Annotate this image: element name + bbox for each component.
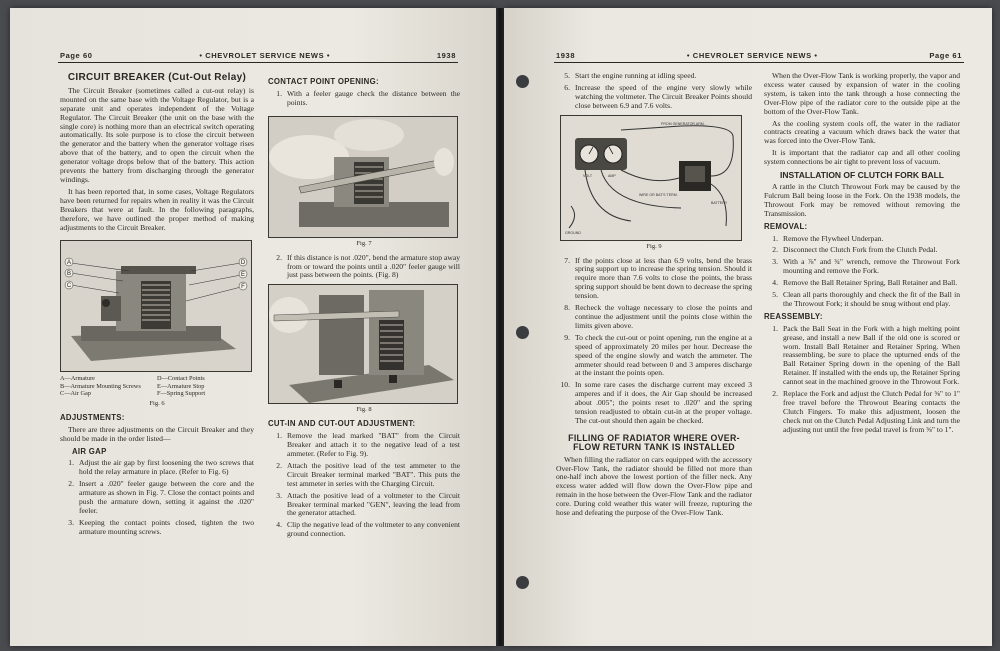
cut-in-title: CUT-IN AND CUT-OUT ADJUSTMENT: — [268, 419, 416, 429]
right-header-title-text: CHEVROLET SERVICE NEWS — [692, 50, 812, 60]
list-item — [268, 432, 460, 459]
binder-hole — [516, 576, 529, 589]
step-text: Keeping the contact points closed, tighten the two armature mounting screws. — [79, 517, 254, 536]
meter-wiring-illustration — [561, 116, 741, 240]
adjustments-title: ADJUSTMENTS: — [60, 412, 125, 422]
step-number: 5. — [564, 71, 570, 80]
fig9-label-ground: GROUND — [565, 230, 581, 235]
left-page — [10, 8, 496, 646]
step-number: 5. — [772, 290, 778, 300]
legend-item: E—Armature Stop — [157, 382, 205, 390]
clutch-fork-title: INSTALLATION OF CLUTCH FORK BALL — [780, 170, 944, 181]
callout-f: F — [241, 284, 245, 291]
callout-c: C — [66, 283, 72, 290]
list-item — [556, 72, 752, 81]
step-number: 2. — [276, 460, 282, 470]
step-text: Start the engine running at idling speed. — [575, 71, 697, 80]
step-number: 7. — [564, 255, 570, 265]
step-text: In some rare cases the discharge current may exceed 3 amperes and if it does, the Air Gap should be increased about .005"; the points reset to .020" and the spring tension readjusted to obtain cut-in at the proper voltage. The cut-out should then again be checked. — [575, 380, 752, 425]
step-number: 8. — [564, 303, 570, 313]
list-item — [764, 279, 960, 288]
list-item — [268, 521, 460, 539]
legend-item: C—Air Gap — [60, 390, 91, 398]
step-number: 6. — [564, 82, 570, 92]
step-number: 1. — [276, 88, 282, 98]
adjustments-intro: There are three adjustments on the Circuit Breaker and they should be made in the order listed— — [60, 424, 254, 443]
left-column-1 — [60, 74, 254, 540]
step-number: 2. — [772, 245, 778, 255]
step-text: Adjust the air gap by first loosening the two screws that hold the relay armature in place. (Refer to Fig. 6) — [79, 458, 254, 477]
step-number: 2. — [68, 479, 74, 489]
list-item — [60, 459, 254, 477]
legend-item: A—Armature — [60, 375, 95, 383]
filling-para-3: As the cooling system cools off, the water in the radiator contracts creating a vacuum which draws back the water that was forced into the Over-Flow Tank. — [764, 118, 960, 146]
step-text: Pack the Ball Seat in the Fork with a high melting point grease, and install a new Ball if the old one is scored or worn. Install Ball Retainer and Retainer Spring. When reassembling, be sure to place the upturned ends of the Ball Retainer Spring down in the opening of the Ball Retainer. If installed with the ends up, the Retainer Spring cannot seat in the machined groove in the Throwout Fork. — [783, 323, 960, 387]
step-text: Clean all parts thoroughly and check the fit of the Ball in the Throwout Fork; it should be snug without end play. — [783, 290, 960, 308]
list-item — [764, 258, 960, 276]
figure-8-caption: Fig. 8 — [356, 406, 372, 414]
step-text: Increase the speed of the engine very slowly while watching the voltmeter. The Circuit Breaker Points should close between 6.9 and 7.6 volts. — [575, 82, 753, 110]
step-text: To check the cut-out or point opening, run the engine at a speed of approximately 20 miles per hour. Decrease the speed of the engine slowly and watch the ammeter. The ammeter should read between 0 and 3 amperes discharge at the instant the points open. — [575, 332, 752, 378]
step-number: 3. — [772, 257, 778, 267]
right-page — [504, 8, 992, 646]
step-number: 1. — [276, 431, 282, 441]
list-item — [268, 492, 460, 519]
binder-hole — [516, 75, 529, 88]
step-text: Remove the Flywheel Underpan. — [783, 233, 884, 243]
step-text: Recheck the voltage necessary to close the points and continue the adjustment until the points close within the limits given above. — [575, 303, 752, 330]
left-page-header — [58, 48, 458, 63]
list-item — [556, 334, 752, 379]
contact-point-title: CONTACT POINT OPENING: — [268, 77, 379, 86]
list-item — [764, 235, 960, 244]
cut-in-steps-continued — [556, 72, 752, 111]
list-item — [268, 254, 460, 281]
step-text: Disconnect the Clutch Fork from the Clutch Pedal. — [783, 245, 938, 255]
circuit-breaker-title: CIRCUIT BREAKER (Cut-Out Relay) — [67, 72, 247, 83]
filling-para-4: It is important that the radiator cap and all other cooling system connections be air tight to prevent loss of vacuum. — [764, 148, 960, 167]
callout-e: E — [240, 272, 246, 279]
callout-a: A — [66, 260, 72, 267]
step-text: Insert a .020" feeler gauge between the core and the armature as shown in Fig. 7. Close the contact points and push the armature down, setting it against the .020" feeler. — [79, 479, 254, 515]
step-number: 2. — [772, 389, 778, 399]
callout-b: B — [66, 271, 72, 278]
fig9-label-bat-term: WIRE OR BAT'S TERM. — [639, 192, 678, 197]
circuit-breaker-illustration — [61, 241, 251, 371]
cut-in-steps — [268, 432, 460, 539]
reassembly-steps — [764, 325, 960, 435]
step-number: 10. — [560, 380, 570, 390]
legend-item: F—Spring Support — [157, 390, 206, 398]
list-item — [556, 257, 752, 302]
list-item — [268, 462, 460, 489]
step-text: Remove the Ball Retainer Spring, Ball Retainer and Ball. — [783, 278, 958, 288]
contact-point-step-1 — [268, 90, 460, 108]
fig9-label-battery: BATTERY — [711, 200, 728, 205]
air-gap-title: AIR GAP — [72, 446, 107, 456]
figure-9-caption: Fig. 9 — [646, 242, 662, 250]
fig9-label-amp: AMP — [608, 173, 616, 178]
step-number: 1. — [772, 323, 778, 333]
clutch-intro: A rattle in the Clutch Throwout Fork may be caused by the Fulcrum Ball being loose in the Fork. On the 1938 models, the Throwout Fork may be removed without removing the Transmission. — [764, 181, 960, 218]
step-number: 9. — [564, 332, 570, 342]
binding-gutter — [496, 8, 504, 646]
armature-stop-illustration — [269, 285, 457, 403]
step-number: 2. — [276, 252, 282, 262]
step-text: Attach the positive lead of the test ammeter to the Circuit Breaker terminal marked "BAT". This puts the test ammeter in series with the Charging Circuit. — [287, 460, 460, 488]
step-number: 3. — [276, 490, 282, 500]
air-gap-steps — [60, 459, 254, 536]
step-number: 1. — [772, 233, 778, 243]
step-text: If the points close at less than 6.9 volts, bend the brass spring support up to increase the spring tension. Should it require more than 7.6 volts to close the points, the brass spring support should be bent down to decrease the spring tension. — [575, 255, 752, 301]
fig9-label-volt: VOLT — [583, 173, 593, 178]
step-number: 4. — [276, 520, 282, 530]
step-text: With a ⅞" and ¾" wrench, remove the Throwout Fork mounting and remove the Fork. — [783, 257, 960, 276]
step-number: 1. — [68, 458, 74, 468]
left-header-title-text: CHEVROLET SERVICE NEWS — [205, 50, 325, 60]
list-item — [60, 480, 254, 516]
step-text: With a feeler gauge check the distance between the points. — [287, 88, 460, 107]
figure-9-wiring-diagram — [560, 115, 742, 241]
contact-point-step-2 — [268, 254, 460, 281]
list-item — [764, 291, 960, 309]
right-page-number: Page 61 — [929, 50, 962, 60]
reassembly-title: REASSEMBLY: — [764, 311, 823, 321]
figure-8-photo — [268, 284, 458, 404]
list-item — [60, 519, 254, 537]
cut-in-steps-final — [556, 257, 752, 426]
feeler-gauge-illustration — [269, 117, 457, 237]
right-column-1 — [556, 72, 752, 521]
step-text: Attach the positive lead of a voltmeter to the Circuit Breaker terminal marked "GEN", leaving the lead from the generator attached. — [287, 490, 460, 518]
right-publication-title: • CHEVROLET SERVICE NEWS • — [686, 50, 818, 60]
step-text: If this distance is not .020", bend the armature stop away from or toward the points until a .020" feeler gauge will just pass between the points. (Fig. 8) — [287, 252, 460, 280]
figure-7-photo — [268, 116, 458, 238]
circuit-breaker-para-2: It has been reported that, in some cases, Voltage Regulators have been returned for repairs when in reality it was the Circuit Breakers that were at fault. In the following paragraphs, therefore, we have outlined the proper method of making adjustments to the Circuit Breaker. — [60, 186, 254, 232]
legend-item: D—Contact Points — [157, 375, 205, 383]
list-item — [556, 381, 752, 426]
figure-7-caption: Fig. 7 — [356, 239, 372, 247]
list-item — [764, 325, 960, 387]
list-item — [556, 84, 752, 111]
figure-6-caption: Fig. 6 — [149, 399, 165, 407]
left-year: 1938 — [436, 50, 456, 60]
legend-item: B—Armature Mounting Screws — [60, 382, 141, 390]
removal-steps — [764, 235, 960, 309]
list-item — [764, 246, 960, 255]
filling-para-1: When filling the radiator on cars equipped with the accessory Over-Flow Tank, the radiator should be filled not more than one-half inch above the lowest portion of the filler neck. Any excess water added will flow down the Over-Flow pipe and remain in the hose between the Over-Flow Tank and the radiator core. During cold weather this water will freeze, rupturing the hose and defeating the purpose of the Over-Flow Tank. — [556, 454, 752, 518]
step-text: Replace the Fork and adjust the Clutch Pedal for ⅝" to 1" free travel before the Throwout Bearing contacts the Clutch Fingers. To make this adjustment, loosen the check nut on the Clutch Pedal Adjusting Link and turn the adjusting nut until the free pedal travel is from ⅝" to 1". — [783, 389, 960, 434]
right-year: 1938 — [556, 50, 576, 60]
right-column-2 — [764, 72, 960, 438]
left-publication-title: • CHEVROLET SERVICE NEWS • — [199, 50, 331, 60]
list-item — [764, 390, 960, 435]
left-page-number: Page 60 — [60, 50, 93, 60]
list-item — [556, 304, 752, 331]
right-page-header — [554, 48, 964, 63]
filling-radiator-title: FILLING OF RADIATOR WHERE OVER-FLOW RETURN TANK IS INSTALLED — [568, 432, 740, 452]
step-text: Remove the lead marked "BAT" from the Circuit Breaker and attach it to the negative lead of a test ammeter. (Refer to Fig. 9). — [287, 431, 460, 458]
step-number: 4. — [772, 278, 778, 288]
list-item — [268, 90, 460, 108]
circuit-breaker-para-1: The Circuit Breaker (sometimes called a cut-out relay) is mounted on the same base with the Voltage Regulator, but is a separate unit and operates independent of the Voltage Regulator. The Circuit Breaker (the unit on the base with the single core) is nothing more than an electrical switch operating automatically. Its sole purpose is to close the circuit between the generator and the battery when the generator voltage rises above that of the battery, and to open the circuit when the generator voltage drops below that of the battery. This action prevents the battery from discharging through the generator windings. — [60, 85, 254, 184]
step-text: Clip the negative lead of the voltmeter to any convenient ground connection. — [287, 520, 460, 539]
fig9-label-generator: FROM GENERATOR ARM. — [661, 121, 705, 126]
callout-d: D — [240, 260, 246, 267]
left-column-2 — [268, 74, 460, 542]
removal-title: REMOVAL: — [764, 221, 808, 231]
step-number: 3. — [68, 517, 74, 527]
binder-hole — [516, 326, 529, 339]
filling-para-2: When the Over-Flow Tank is working properly, the vapor and excess water caused by expansion of water in the cooling system, is taken into the tank through a hose connecting the Over-Flow pipe of the radiator core to the outside pipe at the bottom of the Over-Flow Tank. — [764, 71, 960, 116]
figure-6-photo — [60, 240, 252, 372]
figure-6-legend — [60, 375, 254, 398]
